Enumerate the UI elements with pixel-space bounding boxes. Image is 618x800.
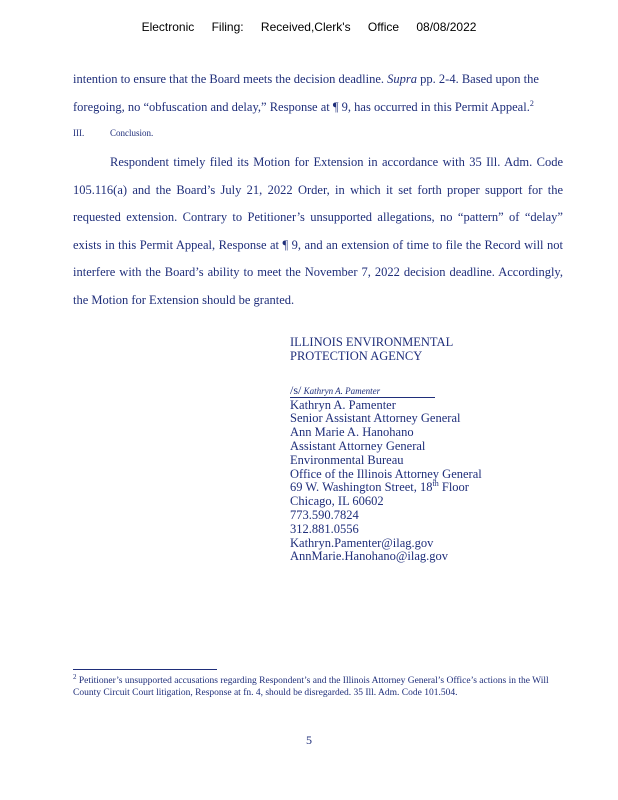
filing-header: Electronic Filing: Received,Clerk's Office 08/08/2022 — [141, 20, 477, 34]
page-number: 5 — [306, 733, 312, 747]
email-2[interactable]: AnnMarie.Hanohano@ilag.gov — [290, 549, 449, 564]
footnote-reference[interactable]: 2 — [529, 98, 534, 108]
paragraph-deadline-text-1: intention to ensure that the Board meets the decision deadline. — [73, 72, 388, 86]
agency-name — [290, 336, 590, 364]
signer-line-1: Kathryn A. Pamenter — [290, 397, 396, 412]
agency-name-line-1: ILLINOIS ENVIRONMENTAL — [290, 335, 454, 349]
phone-1: 773.590.7824 — [290, 507, 359, 522]
floor-suffix: th — [432, 479, 439, 489]
signature-slash: /s/ — [290, 382, 302, 397]
footnote-marker: 2 — [73, 672, 77, 681]
street-address-floor: Floor — [438, 480, 469, 495]
signature-line — [290, 384, 435, 398]
section-heading — [73, 128, 153, 138]
signer-line-3: Ann Marie A. Hanohano — [290, 425, 414, 440]
signer-line-6: Office of the Illinois Attorney General — [290, 466, 482, 481]
signer-line-2: Senior Assistant Attorney General — [290, 411, 461, 426]
agency-name-line-2: PROTECTION AGENCY — [290, 348, 423, 363]
footnote-divider — [73, 669, 217, 670]
footnote-text: Petitioner’s unsupported accusations regarding Respondent’s and the Illinois Attorney General’s Office’s actions in the Will County Circuit Court litigation, Response at fn. 4, should be disregarded. 35 Ill. Adm. Code 101.504. — [73, 676, 549, 698]
signer-line-5: Environmental Bureau — [290, 452, 404, 467]
paragraph-conclusion: Respondent timely filed its Motion for Extension in accordance with 35 Ill. Adm. Code 105.116(a) and the Board’s July 21, 2022 Order, in which it set forth proper support for the requested extension. Contrary to Petitioner’s unsupported allegations, no “pattern” of “delay” exists in this Permit Appeal, Response at ¶ 9, and an extension of time to file the Record will not interfere with the Board’s ability to meet the November 7, 2022 decision deadline. Accordingly, the Motion for Extension should be granted. — [73, 155, 563, 307]
street-address-text: 69 W. Washington Street, 18 — [290, 480, 433, 495]
city-line: Chicago, IL 60602 — [290, 494, 384, 509]
street-address — [290, 481, 590, 495]
section-number: III. — [73, 128, 85, 138]
email-1[interactable]: Kathryn.Pamenter@ilag.gov — [290, 535, 434, 550]
footnote — [73, 672, 563, 699]
paragraph-deadline — [73, 66, 563, 121]
signer-line-4: Assistant Attorney General — [290, 438, 426, 453]
section-title: Conclusion. — [110, 128, 154, 138]
supra-citation: Supra — [387, 72, 418, 86]
signature-block — [290, 336, 590, 564]
paragraph-deadline-text-2: pp. 2-4. Based upon the foregoing, no “obfuscation and delay,” Response at ¶ 9, has occurred in this Permit Appeal. — [73, 72, 539, 114]
signed-name: Kathryn A. Pamenter — [303, 385, 381, 396]
phone-2: 312.881.0556 — [290, 521, 359, 536]
